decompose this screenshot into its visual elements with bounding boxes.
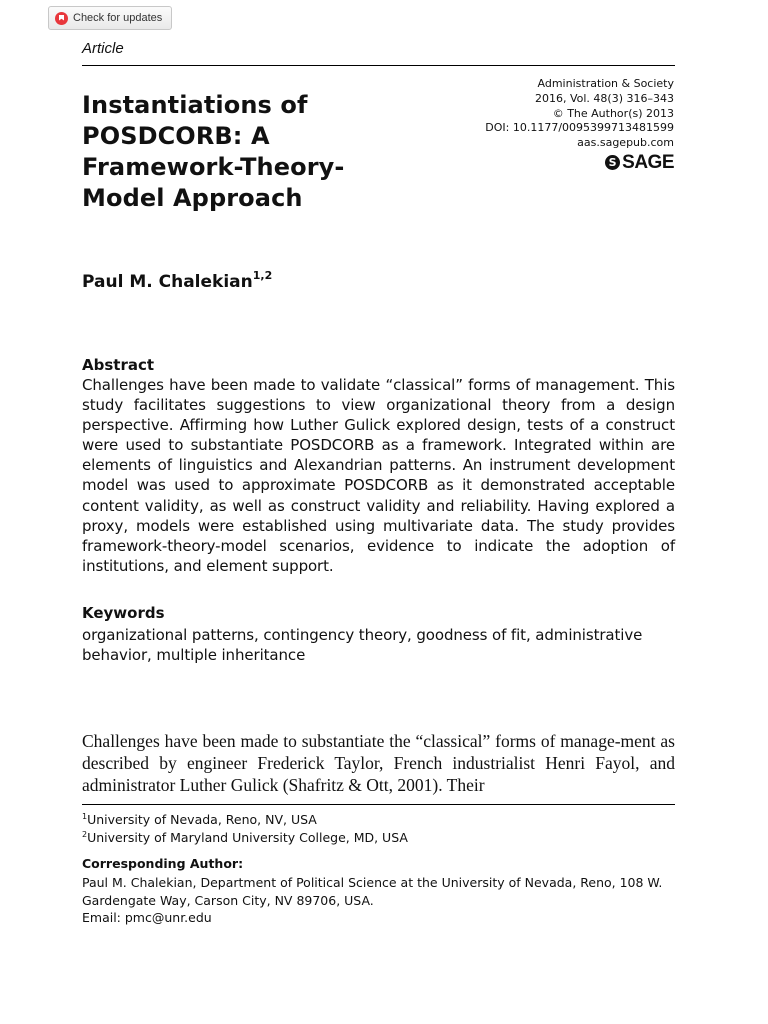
sage-logo xyxy=(485,153,674,173)
body-paragraph: Challenges have been made to substantiate the “classical” forms of manage-ment as described by engineer Frederick Taylor, French industrialist Henri Fayol, and administrator Luther Gulick (Shafritz & Ott, 2001). Their xyxy=(82,731,675,795)
corresponding-address: Paul M. Chalekian, Department of Political Science at the University of Nevada, Reno, 108 W. Gardengate Way, Carson City, NV 89706, USA. xyxy=(82,875,663,908)
abstract-text: Challenges have been made to validate “classical” forms of management. This study facilitates suggestions to view organizational theory from a design perspective. Affirming how Luther Gulick explored design, tests of a construct were used to substantiate POSDCORB as a framework. Integrated within are elements of linguistics and Alexandrian patterns. An instrument development model was used to approximate POSDCORB as it demonstrated acceptable content validity, as well as construct validity and reliability. Having explored a proxy, models were established using multivariate data. The study provides framework-theory-model scenarios, evidence to indicate the adoption of institutions, and element support. xyxy=(82,376,675,575)
corresponding-author-heading: Corresponding Author: xyxy=(82,856,244,871)
journal-doi[interactable]: DOI: 10.1177/0095399713481599 xyxy=(485,121,674,135)
journal-copyright: © The Author(s) 2013 xyxy=(552,106,674,120)
corresponding-author-details xyxy=(82,874,682,927)
affiliation-1 xyxy=(82,812,317,827)
journal-url[interactable]: aas.sagepub.com xyxy=(577,136,674,150)
keywords-heading: Keywords xyxy=(82,604,165,622)
author-affiliation-marks: 1,2 xyxy=(252,269,273,283)
keywords-text: organizational patterns, contingency theory, goodness of fit, administrative behavior, multiple inheritance xyxy=(82,626,643,665)
journal-info xyxy=(485,77,674,173)
affiliation-mark: 1 xyxy=(82,811,88,821)
journal-volume: 2016, Vol. 48(3) 316–343 xyxy=(534,91,674,105)
sage-logo-icon: S xyxy=(605,155,620,170)
author-line xyxy=(82,269,273,292)
check-for-updates-button[interactable] xyxy=(48,6,172,30)
affiliation-text: University of Nevada, Reno, NV, USA xyxy=(87,812,317,827)
corresponding-email[interactable]: Email: pmc@unr.edu xyxy=(82,910,212,925)
footnote-rule xyxy=(82,804,675,805)
affiliation-text: University of Maryland University College, MD, USA xyxy=(87,830,408,845)
check-updates-icon xyxy=(55,12,68,25)
paper-title: Instantiations of POSDCORB: A Framework-Theory-Model Approach xyxy=(82,91,345,212)
journal-name: Administration & Society xyxy=(537,77,674,90)
abstract-heading: Abstract xyxy=(82,356,155,374)
check-for-updates-label: Check for updates xyxy=(73,12,163,24)
header-rule xyxy=(82,65,675,66)
author-name: Paul M. Chalekian xyxy=(82,272,253,292)
sage-logo-text: SAGE xyxy=(622,151,674,173)
affiliation-mark: 2 xyxy=(82,829,88,839)
affiliation-2 xyxy=(82,830,408,845)
article-type-label: Article xyxy=(82,40,124,57)
